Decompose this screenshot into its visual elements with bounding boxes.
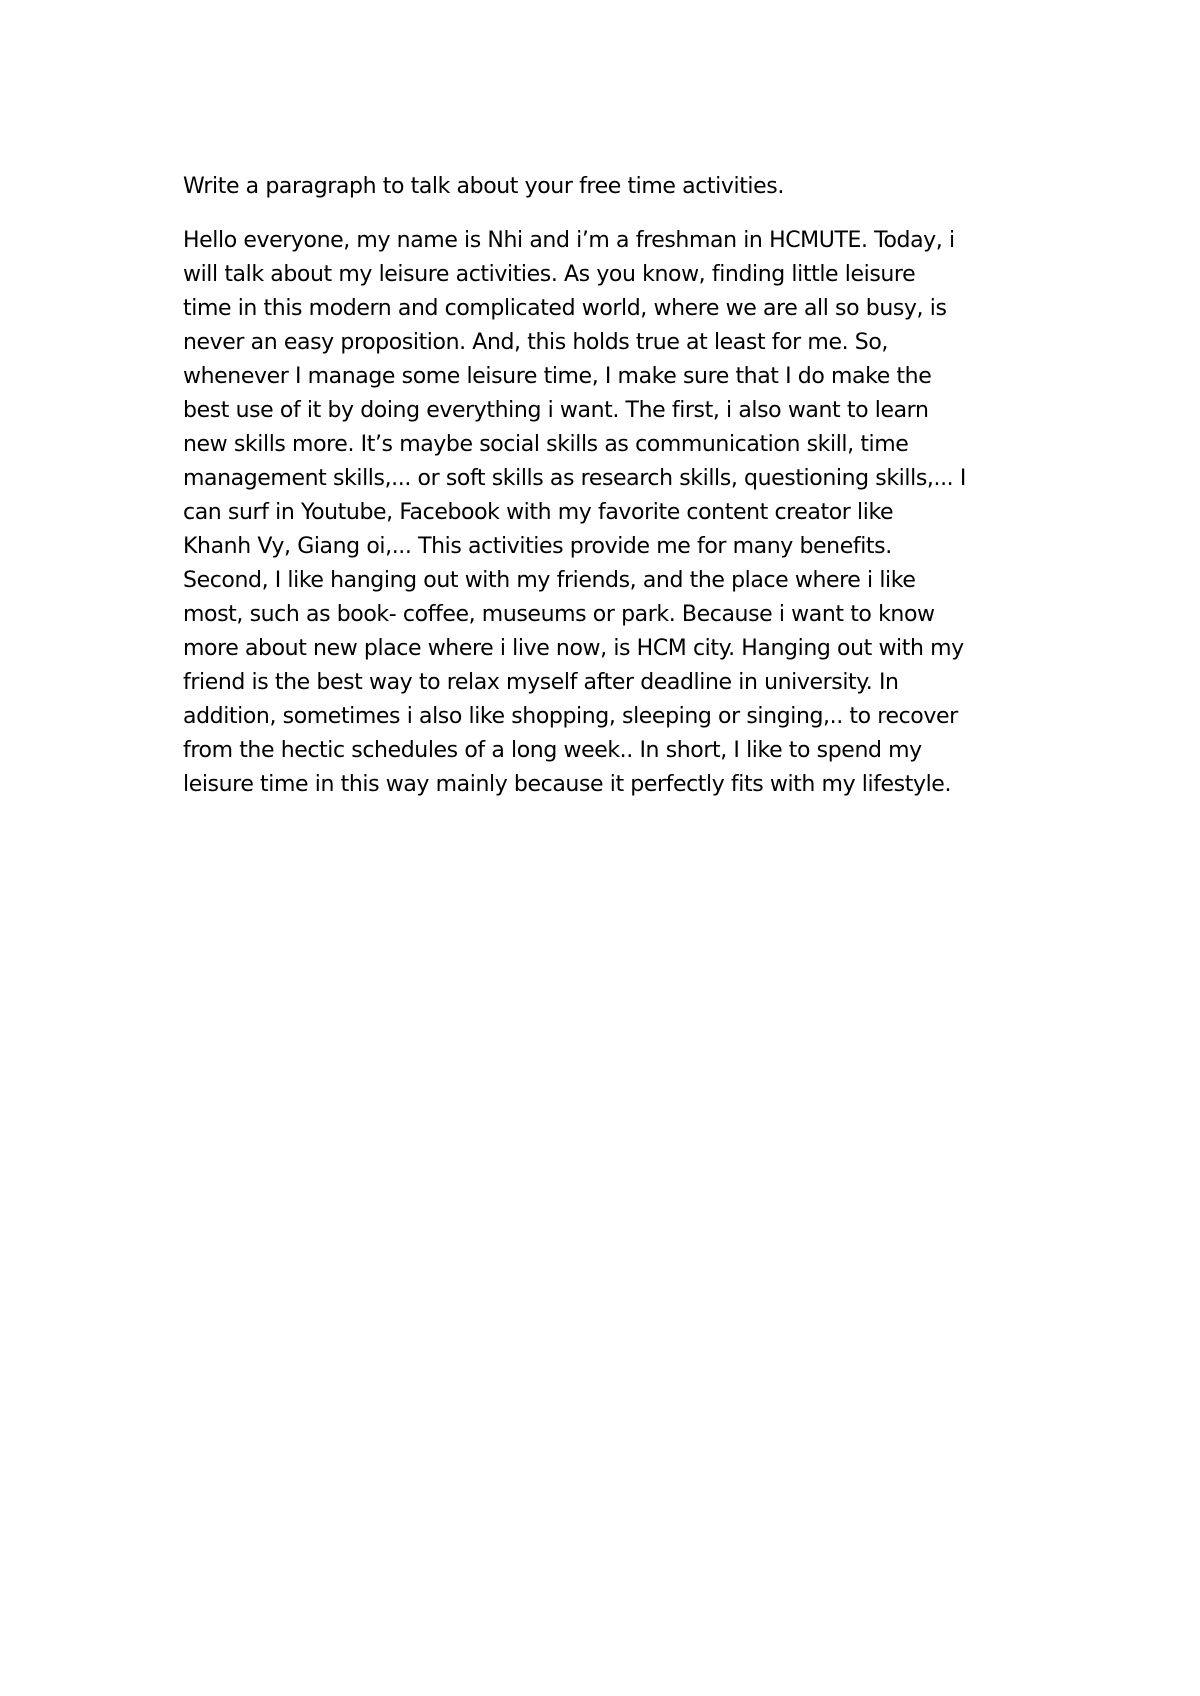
essay-line: Second, I like hanging out with my friends, and the place where i like	[183, 568, 916, 593]
essay-line: most, such as book- coffee, museums or park. Because i want to know	[183, 602, 935, 627]
essay-line: Hello everyone, my name is Nhi and i’m a freshman in HCMUTE. Today, i	[183, 228, 955, 253]
essay-line: leisure time in this way mainly because it perfectly fits with my lifestyle.	[183, 772, 952, 797]
essay-line: more about new place where i live now, is HCM city. Hanging out with my	[183, 636, 964, 661]
essay-line: whenever I manage some leisure time, I make sure that I do make the	[183, 364, 932, 389]
essay-paragraph	[183, 224, 1043, 802]
essay-line: time in this modern and complicated world, where we are all so busy, is	[183, 296, 947, 321]
essay-line: will talk about my leisure activities. As you know, finding little leisure	[183, 262, 916, 287]
document-content	[183, 170, 1043, 802]
essay-line: from the hectic schedules of a long week.. In short, I like to spend my	[183, 738, 922, 763]
assignment-prompt: Write a paragraph to talk about your free time activities.	[183, 174, 784, 199]
essay-line: can surf in Youtube, Facebook with my favorite content creator like	[183, 500, 894, 525]
essay-line: new skills more. It’s maybe social skills as communication skill, time	[183, 432, 909, 457]
essay-line: management skills,... or soft skills as research skills, questioning skills,... I	[183, 466, 966, 491]
essay-line: never an easy proposition. And, this holds true at least for me. So,	[183, 330, 888, 355]
essay-line: friend is the best way to relax myself after deadline in university. In	[183, 670, 899, 695]
essay-line: best use of it by doing everything i want. The first, i also want to learn	[183, 398, 929, 423]
essay-line: Khanh Vy, Giang oi,... This activities provide me for many benefits.	[183, 534, 892, 559]
essay-line: addition, sometimes i also like shopping, sleeping or singing,.. to recover	[183, 704, 958, 729]
